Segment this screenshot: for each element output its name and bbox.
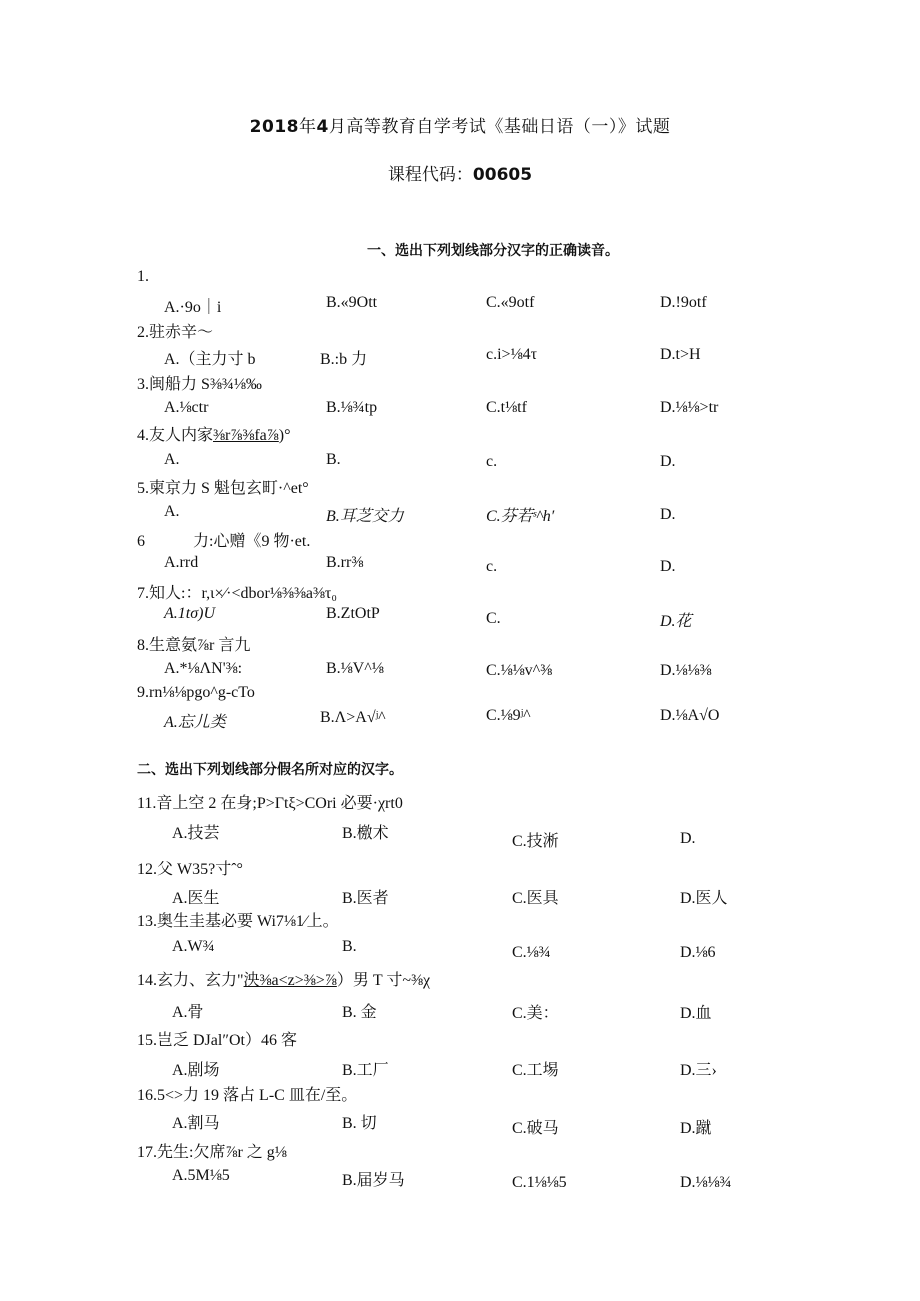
q6-option-a: A.rrd [164, 554, 199, 571]
q7-option-a: A.1tσ)U [164, 605, 215, 622]
q14-option-b: B. 金 [342, 1004, 377, 1021]
q14-option-d: D.血 [680, 1005, 712, 1022]
q5-option-c: C.芬若ˢ^h′ [486, 508, 555, 525]
q13-option-b: B. [342, 938, 357, 955]
title-year: 2018 [249, 117, 299, 137]
question-13: 13.奥生圭基必要 Wi7⅛1⁄上。 [137, 913, 339, 930]
q13-option-a: A.W¾ [172, 938, 215, 955]
q2-option-b: B.:b 力 [320, 351, 368, 368]
q12-option-a: A.医生 [172, 890, 220, 907]
q11-option-b: B.檄术 [342, 825, 389, 842]
q6-option-b: B.rr⅜ [326, 554, 364, 571]
q16-option-b: B. 切 [342, 1115, 377, 1132]
q8-option-c: C.⅛⅛v^⅜ [486, 662, 553, 679]
q14-underlined: 泱⅜a<z>⅜>⅞ [243, 972, 337, 989]
q5-option-d: D. [660, 506, 676, 523]
question-2: 2.驻赤辛～ [137, 324, 214, 341]
q13-option-c: C.⅛¾ [512, 944, 551, 961]
q15-option-b: B.工厂 [342, 1062, 389, 1079]
q2-option-c: c.i>⅛4τ [486, 346, 537, 363]
q2-option-a: A.（主力寸 b [164, 351, 256, 368]
question-5: 5.柬京力 S 魁包玄町·^et° [137, 480, 309, 497]
q14-text-end: ）男 T 寸~⅜χ [336, 972, 431, 989]
q4-option-a: A. [164, 451, 180, 468]
q11-option-c: C.技淅 [512, 833, 559, 850]
q15-option-a: A.剧场 [172, 1062, 220, 1079]
title-month: 4 [316, 117, 329, 137]
q17-option-a: A.5M⅛5 [172, 1167, 230, 1184]
q8-option-d: D.⅛⅛⅜ [660, 662, 712, 679]
q3-option-a: A.⅛ctr [164, 399, 209, 416]
section2-title: 二、选出下列划线部分假名所对应的汉字。 [137, 762, 403, 778]
q2-option-d: D.t>H [660, 346, 701, 363]
q8-option-a: A.*⅛ΛN'⅜: [164, 660, 243, 677]
question-6: 6 力:心赠《9 物·et. [137, 533, 311, 550]
question-3: 3.闽船力 S⅜¾⅛‰ [137, 376, 262, 393]
q14-option-a: A.骨 [172, 1004, 204, 1021]
q17-option-d: D.⅛⅛¾ [680, 1174, 732, 1191]
q12-option-d: D.医人 [680, 890, 728, 907]
title-rest: 月高等教育自学考试《基础日语（一）》试题 [328, 117, 671, 137]
question-11: 11.音上空 2 在身;P>Γtξ>COri 必要·χrt0 [137, 795, 403, 812]
q5-option-b: B.耳芝交力 [326, 508, 404, 525]
q1-option-c: C.«9otf [486, 294, 535, 311]
question-15: 15.岂乏 DJal″Ot）46 客 [137, 1032, 297, 1049]
section1-title: 一、选出下列划线部分汉字的正确读音。 [367, 243, 619, 259]
q5-option-a: A. [164, 503, 180, 520]
q3-option-b: B.⅛¾tp [326, 399, 378, 416]
question-7: 7.知人:：r,ι×⁄·<dbor⅛⅜⅜a⅜τ₀ [137, 585, 337, 602]
q4-text-end: )° [278, 427, 291, 444]
q9-option-d: D.⅛A√O [660, 707, 720, 724]
q1-option-a: A.·9o｜i [164, 299, 222, 316]
question-1: 1. [137, 268, 149, 285]
question-9: 9.rn⅛⅛pgo^g-cTo [137, 684, 255, 701]
q12-option-c: C.医具 [512, 890, 559, 907]
q16-option-a: A.割马 [172, 1115, 220, 1132]
q14-option-c: C.美： [512, 1005, 559, 1022]
q12-option-b: B.医者 [342, 890, 389, 907]
q17-option-c: C.1⅛⅛5 [512, 1174, 567, 1191]
q9-option-c: C.⅛9ʲ^ [486, 707, 531, 724]
q4-option-b: B. [326, 451, 341, 468]
question-8: 8.生意氨⅞r 言九 [137, 637, 251, 654]
question-14 [137, 967, 430, 990]
q4-option-d: D. [660, 453, 676, 470]
q9-option-a: A.忘儿类 [164, 714, 226, 731]
question-17: 17.先生:欠席⅞r 之 g⅛ [137, 1144, 287, 1161]
q7-option-d: D.花 [660, 613, 692, 630]
q7-option-c: C. [486, 610, 501, 627]
q4-underlined: ⅜r⅞⅜fa⅞ [213, 427, 279, 444]
question-16: 16.5<>力 19 落占 L-C 皿在/至。 [137, 1087, 358, 1104]
course-code-value: 00605 [472, 165, 533, 185]
q11-option-d: D. [680, 830, 696, 847]
q15-option-c: C.工埸 [512, 1062, 559, 1079]
q6-option-c: c. [486, 558, 498, 575]
course-code [0, 160, 920, 185]
question-4 [137, 422, 291, 445]
q15-option-d: D.三› [680, 1062, 717, 1079]
q1-option-b: B.«9Ott [326, 294, 378, 311]
q9-option-b: B.Λ>A√ʲ^ [320, 709, 386, 726]
question-12: 12.父 W35?寸ˆ° [137, 861, 243, 878]
q16-option-d: D.蹴 [680, 1120, 712, 1137]
q11-option-a: A.技芸 [172, 825, 220, 842]
q3-option-c: C.t⅛tf [486, 399, 527, 416]
q16-option-c: C.破马 [512, 1120, 559, 1137]
q7-option-b: B.ZtOtP [326, 605, 380, 622]
q13-option-d: D.⅛6 [680, 944, 716, 961]
q4-text-start: 4.友人内家 [137, 427, 214, 444]
title-year-unit: 年 [298, 117, 317, 137]
q4-option-c: c. [486, 453, 498, 470]
page-title [0, 112, 920, 137]
q1-option-d: D.!9otf [660, 294, 707, 311]
q14-text-start: 14.玄力、玄力" [137, 972, 244, 989]
q3-option-d: D.⅛⅛>tr [660, 399, 719, 416]
q17-option-b: B.届岁马 [342, 1172, 405, 1189]
q6-option-d: D. [660, 558, 676, 575]
q8-option-b: B.⅛V^⅛ [326, 660, 384, 677]
course-code-label: 课程代码： [387, 165, 473, 185]
